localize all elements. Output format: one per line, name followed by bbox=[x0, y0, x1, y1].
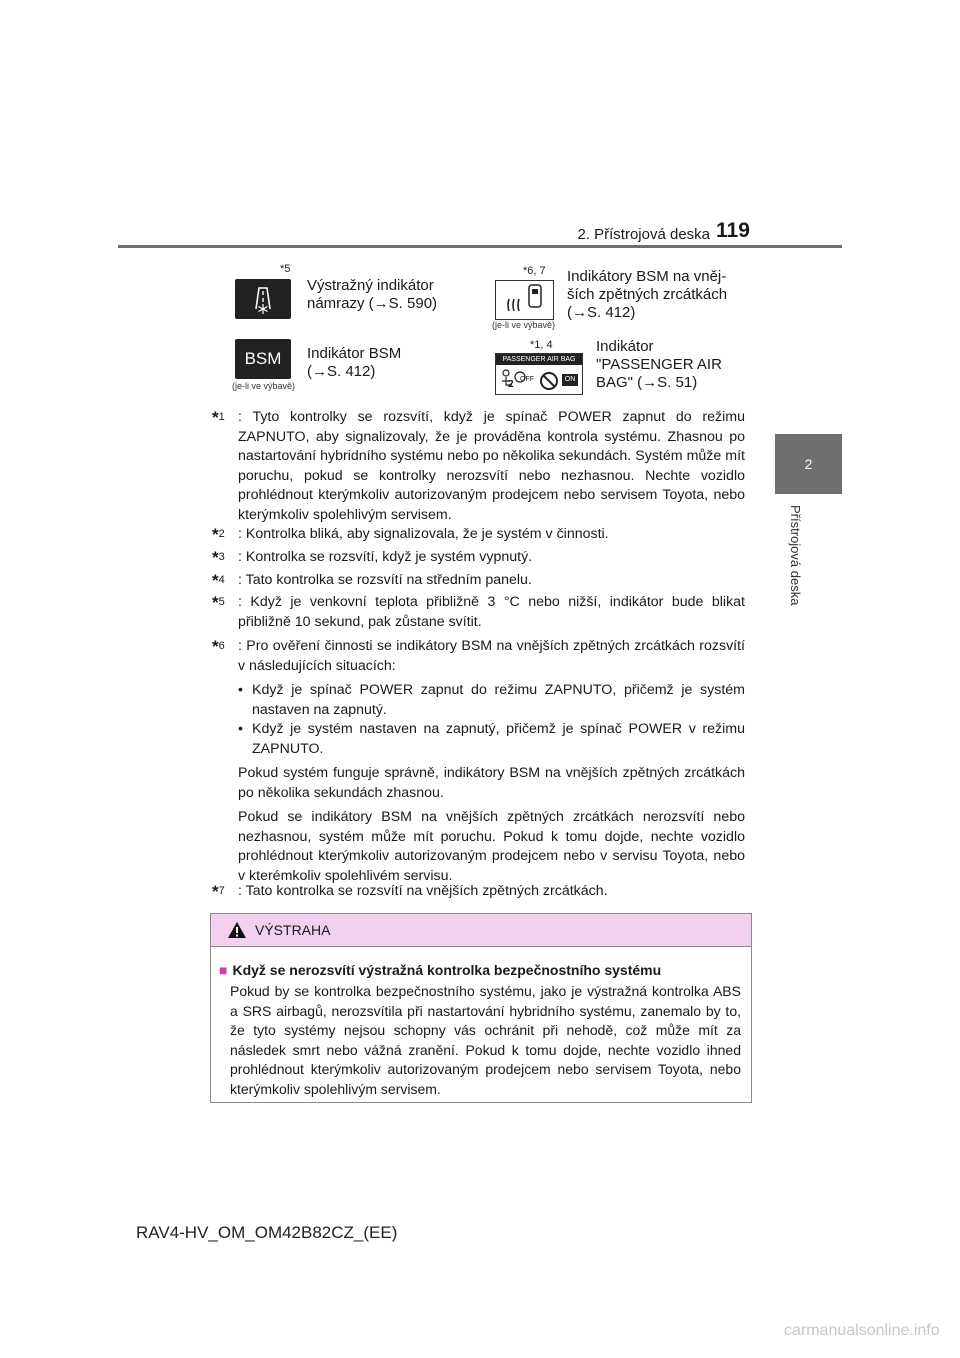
bsm-mirror-icon bbox=[495, 280, 554, 320]
footnote-2-mark: *$^2$ bbox=[212, 525, 225, 544]
footnote-2 bbox=[212, 525, 745, 545]
footnote-2-text: : Kontrolka bliká, aby signalizovala, že je systém v činnosti. bbox=[238, 526, 609, 542]
footnote-1-text: : Tyto kontrolky se rozsvítí, když je spínač POWER zapnut do režimu ZAPNUTO, aby signalizovaly, že je prováděna kontrola systému. Zhasnou po nastartování hybridního systému nebo po několika sekundách. Systém může mít poruchu, pokud se kontrolky nerozsvítí nebo nezhasnou. Nechte vozidlo prohlédnout kterýmkoliv autorizovaným prodejcem nebo servisem Toyota, nebo kterýmkoliv spolehlivým servisem. bbox=[238, 409, 745, 523]
footnote-6-bullet-2: • Když je systém nastaven na zapnutý, přičemž je spínač POWER v režimu ZAPNUTO. bbox=[238, 721, 745, 757]
footnote-7 bbox=[212, 882, 745, 902]
footnote-5-mark: *$^5$ bbox=[212, 593, 225, 612]
warning-triangle-icon bbox=[227, 921, 247, 939]
footnote-6-body bbox=[238, 637, 745, 886]
bsm-mirror-line1: Indikátory BSM na vněj- bbox=[567, 268, 727, 285]
airbag-indicator-line2: "PASSENGER AIR bbox=[596, 356, 722, 373]
footnote-3 bbox=[212, 548, 745, 568]
bsm-mirror-text bbox=[567, 268, 727, 322]
airbag-icon-num: 2 bbox=[508, 379, 514, 390]
chapter-tab-label bbox=[788, 505, 808, 625]
airbag-icon-off: OFF bbox=[520, 376, 534, 383]
footnote-5-text: : Když je venkovní teplota přibližně 3 °C nebo nižší, indikátor bude blikat přibližně 10 sekund, pak zůstane svítit. bbox=[238, 594, 745, 630]
chapter-tab-label-text: Přístrojová deska bbox=[788, 505, 803, 606]
warning-title: VÝSTRAHA bbox=[255, 922, 331, 938]
header-rule bbox=[118, 245, 842, 248]
footnote-6-bullet-1: • Když je spínač POWER zapnut do režimu ZAPNUTO, přičemž je systém nastaven na zapnutý. bbox=[238, 682, 745, 718]
bsm-mirror-line3: (→S. 412) bbox=[567, 304, 636, 321]
airbag-indicator-line1: Indikátor bbox=[596, 338, 654, 355]
bsm-indicator-line1: Indikátor BSM bbox=[307, 345, 402, 362]
airbag-icon-label: PASSENGER AIR BAG bbox=[496, 354, 582, 365]
footnote-3-mark: *$^3$ bbox=[212, 548, 225, 567]
footnote-1 bbox=[212, 408, 745, 523]
document-code: RAV4-HV_OM_OM42B82CZ_(EE) bbox=[136, 1223, 398, 1242]
airbag-indicator-text bbox=[596, 338, 722, 392]
footnote-5 bbox=[212, 593, 745, 633]
footnote-1-mark: *$^1$ bbox=[212, 408, 225, 427]
airbag-indicator-note: *1, 4 bbox=[530, 339, 553, 351]
footnote-6-para-1: Pokud systém funguje správně, indikátory BSM na vnějších zpětných zrcátkách po několika sekundách zhasnou. bbox=[238, 765, 745, 801]
footnote-6 bbox=[212, 637, 745, 884]
bsm-mirror-line2: ších zpětných zrcátkách bbox=[567, 286, 728, 303]
chapter-tab-number: 2 bbox=[775, 434, 842, 494]
frost-indicator-text bbox=[307, 277, 437, 313]
bsm-availability: (je-li ve výbavě) bbox=[231, 381, 296, 391]
frost-indicator-line1: Výstražný indikátor bbox=[307, 277, 434, 294]
watermark: carmanualsonline.info bbox=[784, 1322, 940, 1339]
warning-bullet-square: ■ bbox=[219, 962, 228, 978]
warning-box bbox=[210, 913, 752, 1103]
footnote-3-text: : Kontrolka se rozsvítí, když je systém vypnutý. bbox=[238, 549, 533, 565]
frost-indicator-note: *5 bbox=[280, 263, 291, 275]
footnote-6-mark: *$^6$ bbox=[212, 637, 225, 656]
frost-warning-icon bbox=[235, 279, 291, 319]
footnote-7-mark: *$^7$ bbox=[212, 882, 225, 901]
bsm-mirror-note: *6, 7 bbox=[523, 265, 546, 277]
warning-subheading-text: Když se nerozsvítí výstražná kontrolka bezpečnostního systému bbox=[232, 962, 662, 978]
footnote-4-mark: *$^4$ bbox=[212, 571, 225, 590]
bsm-indicator-text bbox=[307, 345, 401, 381]
warning-header bbox=[211, 914, 751, 947]
footnote-6-para-2: Pokud se indikátory BSM na vnějších zpětných zrcátkách nerozsvítí nebo nezhasnou, systém může mít poruchu. Pokud k tomu dojde, nechte vozidlo prohlédnout kterýmkoliv autorizovaným prodejcem nebo v servisu Toyota, nebo v kterémkoliv spolehlivém servisu. bbox=[238, 809, 745, 884]
airbag-indicator-line3: BAG" (→S. 51) bbox=[596, 374, 698, 391]
running-header-section: 2. Přístrojová deska bbox=[577, 226, 710, 243]
bsm-mirror-availability: (je-li ve výbavě) bbox=[491, 320, 556, 330]
airbag-icon-on: ON bbox=[562, 374, 578, 386]
warning-subheading bbox=[219, 962, 661, 978]
footnote-6-text: : Pro ověření činnosti se indikátory BSM na vnějších zpětných zrcátkách rozsvítí v následujících situacích: bbox=[238, 638, 745, 674]
page-number: 119 bbox=[716, 219, 750, 242]
warning-body: Pokud by se kontrolka bezpečnostního systému, jako je výstražná kontrolka ABS a SRS airbagů, nerozsvítila při nastartování hybridního systému, zanemalo by to, že tyto systémy nejsou schopny vás ochránit při nehodě, což může mít za následek smrt nebo vážná zranění. Pokud k tomu dojde, nechte vozidlo ihned prohlédnout kterýmkoliv autorizovaným prodejcem nebo servisem Toyota, nebo kterýmkoliv spolehlivým servisem. bbox=[230, 983, 741, 1097]
passenger-airbag-icon bbox=[495, 353, 583, 395]
frost-indicator-line2: námrazy (→S. 590) bbox=[307, 295, 438, 312]
bsm-indicator-line2: (→S. 412) bbox=[307, 363, 376, 380]
footnote-4-text: : Tato kontrolka se rozsvítí na středním panelu. bbox=[238, 572, 532, 588]
bsm-indicator-icon: BSM bbox=[235, 339, 291, 379]
footnote-7-text: : Tato kontrolka se rozsvítí na vnějších zpětných zrcátkách. bbox=[238, 883, 608, 899]
footnote-4 bbox=[212, 571, 745, 591]
